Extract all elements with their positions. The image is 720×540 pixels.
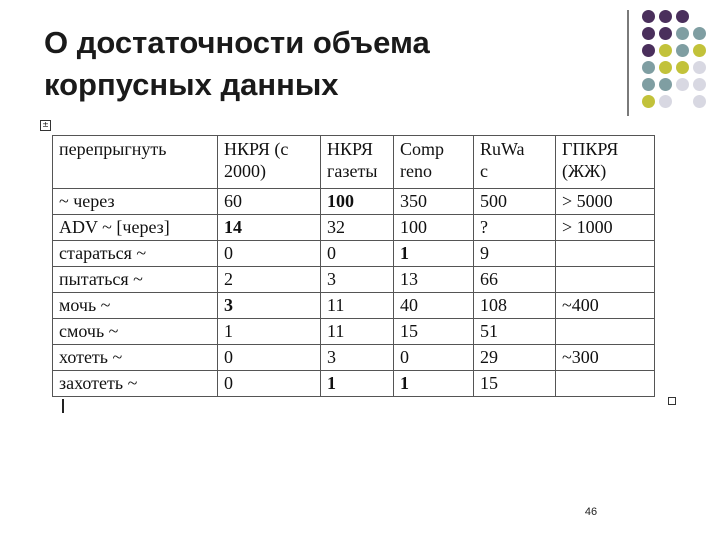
table-cell: 0 [218, 241, 321, 267]
decorative-dot-grid [640, 8, 720, 118]
table-cell: 108 [474, 293, 556, 319]
table-cell: 29 [474, 345, 556, 371]
table-cell: 3 [218, 293, 321, 319]
slide-title [44, 22, 604, 106]
table-header-row [53, 136, 655, 189]
header-cell [556, 136, 655, 189]
dot-icon [659, 44, 672, 57]
dot-icon [693, 78, 706, 91]
header-text: (ЖЖ) [562, 161, 607, 181]
header-text: reno [400, 161, 432, 181]
dot-icon [676, 10, 689, 23]
header-text: ГПКРЯ [562, 139, 619, 159]
table-cell: 32 [321, 215, 394, 241]
table-cell: 1 [321, 371, 394, 397]
table-cell: 100 [394, 215, 474, 241]
dot-icon [642, 27, 655, 40]
row-label-cell: захотеть ~ [53, 371, 218, 397]
row-label-cell: смочь ~ [53, 319, 218, 345]
dot-icon [659, 27, 672, 40]
table-cell: ~300 [556, 345, 655, 371]
slide-title-line-1: О достаточности объема [44, 25, 430, 60]
table-resize-handle[interactable] [668, 397, 676, 405]
dot-icon [642, 10, 655, 23]
dot-icon [676, 44, 689, 57]
dot-icon [693, 95, 706, 108]
table-cell: > 5000 [556, 189, 655, 215]
row-label-cell: мочь ~ [53, 293, 218, 319]
dot-icon [642, 61, 655, 74]
row-label-cell: хотеть ~ [53, 345, 218, 371]
table-cell: 40 [394, 293, 474, 319]
text-cursor [62, 399, 64, 413]
table-cell: 3 [321, 345, 394, 371]
table-row [53, 189, 655, 215]
table-cell: 0 [218, 371, 321, 397]
table-cell [556, 267, 655, 293]
table-cell: 100 [321, 189, 394, 215]
table-cell: 1 [394, 371, 474, 397]
row-label-cell: стараться ~ [53, 241, 218, 267]
table-cell: 0 [218, 345, 321, 371]
table-cell: 3 [321, 267, 394, 293]
table-cell: 0 [394, 345, 474, 371]
dot-icon [693, 44, 706, 57]
dot-icon [693, 61, 706, 74]
table-cell: > 1000 [556, 215, 655, 241]
dot-icon [659, 61, 672, 74]
header-cell [394, 136, 474, 189]
table-cell [556, 241, 655, 267]
table-row [53, 241, 655, 267]
header-text: Comp [400, 139, 445, 159]
table-cell [556, 371, 655, 397]
table-cell: 15 [394, 319, 474, 345]
table-row [53, 345, 655, 371]
table-cell: 9 [474, 241, 556, 267]
table-cell: 1 [394, 241, 474, 267]
header-cell [321, 136, 394, 189]
header-text: c [480, 161, 488, 181]
page-number: 46 [584, 506, 598, 518]
dot-icon [659, 95, 672, 108]
table-cell: 0 [321, 241, 394, 267]
table-cell: 11 [321, 319, 394, 345]
table-cell: 51 [474, 319, 556, 345]
table-move-handle-icon[interactable]: ± [40, 120, 51, 131]
header-text: RuWa [480, 139, 525, 159]
table-cell: ? [474, 215, 556, 241]
table-row [53, 371, 655, 397]
header-cell [218, 136, 321, 189]
dot-icon [676, 61, 689, 74]
dot-icon [642, 44, 655, 57]
table-cell: 350 [394, 189, 474, 215]
dot-icon [676, 27, 689, 40]
header-text: 2000) [224, 161, 266, 181]
table-cell: 13 [394, 267, 474, 293]
header-cell [53, 136, 218, 189]
table-cell: ~400 [556, 293, 655, 319]
table-cell: 66 [474, 267, 556, 293]
dot-icon [642, 78, 655, 91]
table-cell: 500 [474, 189, 556, 215]
table-cell: 2 [218, 267, 321, 293]
row-label-cell: пытаться ~ [53, 267, 218, 293]
corpus-data-table [52, 135, 655, 397]
dot-icon [659, 10, 672, 23]
row-label-cell: ADV ~ [через] [53, 215, 218, 241]
table-cell: 11 [321, 293, 394, 319]
table-cell: 60 [218, 189, 321, 215]
header-text: НКРЯ (с [224, 139, 289, 159]
header-text: газеты [327, 161, 378, 181]
table-cell: 1 [218, 319, 321, 345]
slide-title-line-2: корпусных данных [44, 67, 339, 102]
dot-icon [642, 95, 655, 108]
row-label-cell: ~ через [53, 189, 218, 215]
dot-icon [676, 78, 689, 91]
dot-icon [659, 78, 672, 91]
table-row [53, 215, 655, 241]
table-cell: 15 [474, 371, 556, 397]
header-text: перепрыгнуть [59, 139, 167, 159]
dot-icon [693, 27, 706, 40]
table-row [53, 267, 655, 293]
header-cell [474, 136, 556, 189]
table-row [53, 293, 655, 319]
table-cell: 14 [218, 215, 321, 241]
decorative-divider [627, 10, 629, 116]
header-text: НКРЯ [327, 139, 373, 159]
table-cell [556, 319, 655, 345]
table-row [53, 319, 655, 345]
